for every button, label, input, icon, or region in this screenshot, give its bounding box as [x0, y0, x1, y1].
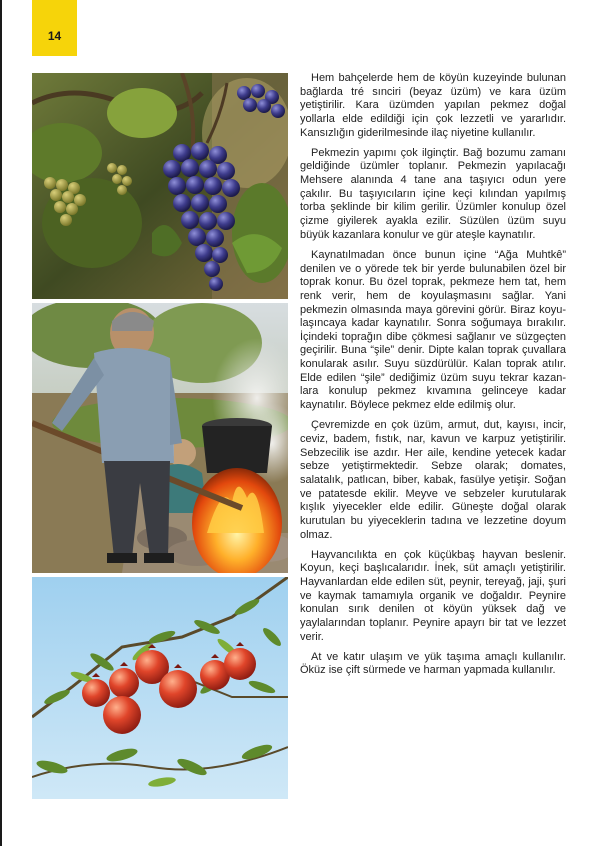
article-paragraph: At ve katır ulaşım ve yük taşıma amaçlı kullanılır. Öküz ise çift sürmede ve harman yapmada kullanılır. — [300, 650, 566, 677]
article-paragraph: Hem bahçelerde hem de köyün kuzeyinde bulunan bağlarda tré sınciri (beyaz üzüm) ve kara üzüm yetiştirilir. Kara üzümden yapılan pekmez doğal yollarla elde edildiği için çok lezzetli ve yararlıdır. Kansızlığın giderilmesinde ilaç niyetine kullanılır. — [300, 72, 566, 139]
article-paragraph: Pekmezin yapımı çok ilginçtir. Bağ bozumu zamanı geldiğinde üzümler toplanır. Pekmezin yapılacağı Mehsere alanında 4 tane ana taşıyıcı odun yere çakılır. Bu taşıyıcıların içine keçi kılından yapılmış torba şeklinde bir kilim gerilir. Üzümler konulup özel çizme giyilerek ayakla ezilir. Süzülen üzüm suyu büyük kazanlara konulur ve gür ateşle kaynatılır. — [300, 146, 566, 241]
page-number: 14 — [47, 29, 62, 43]
page-number-badge — [32, 0, 77, 56]
article-body — [300, 72, 566, 685]
page-edge — [0, 0, 2, 846]
pomegranate-tree-photo — [32, 577, 288, 799]
article-paragraph: Kaynatılmadan önce bunun içine “Ağa Muhtkê” denilen ve o yörede tek bir yerde bulunabilen özel bir toprak konur. Bu özel toprak, pekmeze hem tat, hem renk verir, hem de koyulaşmasını sağlar. Yani pekmezin olmasında maya görevini görür. Biraz koyulaşıncaya kadar kaynatılır. Sonra soğumaya bırakılır. İçindeki toprağın dibe çökmesi sağlanır ve süzgeçten geçirilir. Buna “şile” denir. Dipte kalan toprak çuvallara konularak asılır. Suyu süzdürülür. Kalan toprak atılır. Elde edilen “şile” dediğimiz üzüm suyu tekrar kazanlara konulup pekmez kıvamına gelinceye kadar kaynatılır. Böylece pekmez elde edilmiş olur. — [300, 248, 566, 412]
article-paragraph: Çevremizde en çok üzüm, armut, dut, kayısı, incir, ceviz, badem, fıstık, nar, kavun ve karpuz yetiştirilir. Sebzecilik ise azdır. Her aile, kendine yetecek kadar sebze yetiştirmektedir. Sebze olarak; domates, salatalık, patlıcan, biber, kabak, fasülye yetişir. Soğan ve patatesde ekilir. Meyve ve sebzeler kurutularak kışlık yiyecekler elde edilir. Güneşte doğal olarak kurutulan bu yiyeceklerin tadına ve lezzetine doyum olmaz. — [300, 419, 566, 541]
grape-vine-photo — [32, 73, 288, 299]
article-paragraph: Hayvancılıkta en çok küçükbaş hayvan beslenir. Koyun, keçi başlıcalarıdır. İnek, süt amaçlı yetiştirilir. Hayvanlardan elde edilen süt, peynir, tereyağ, jaji, şuri ve kaymak tamamıyla organik ve doğaldır. Peynire konulan sırık denilen ot köyün yüksek dağ ve yaylalarından toplanır. Peynire apayrı bir tat ve lezzet verir. — [300, 548, 566, 643]
pekmez-cooking-photo — [32, 303, 288, 573]
